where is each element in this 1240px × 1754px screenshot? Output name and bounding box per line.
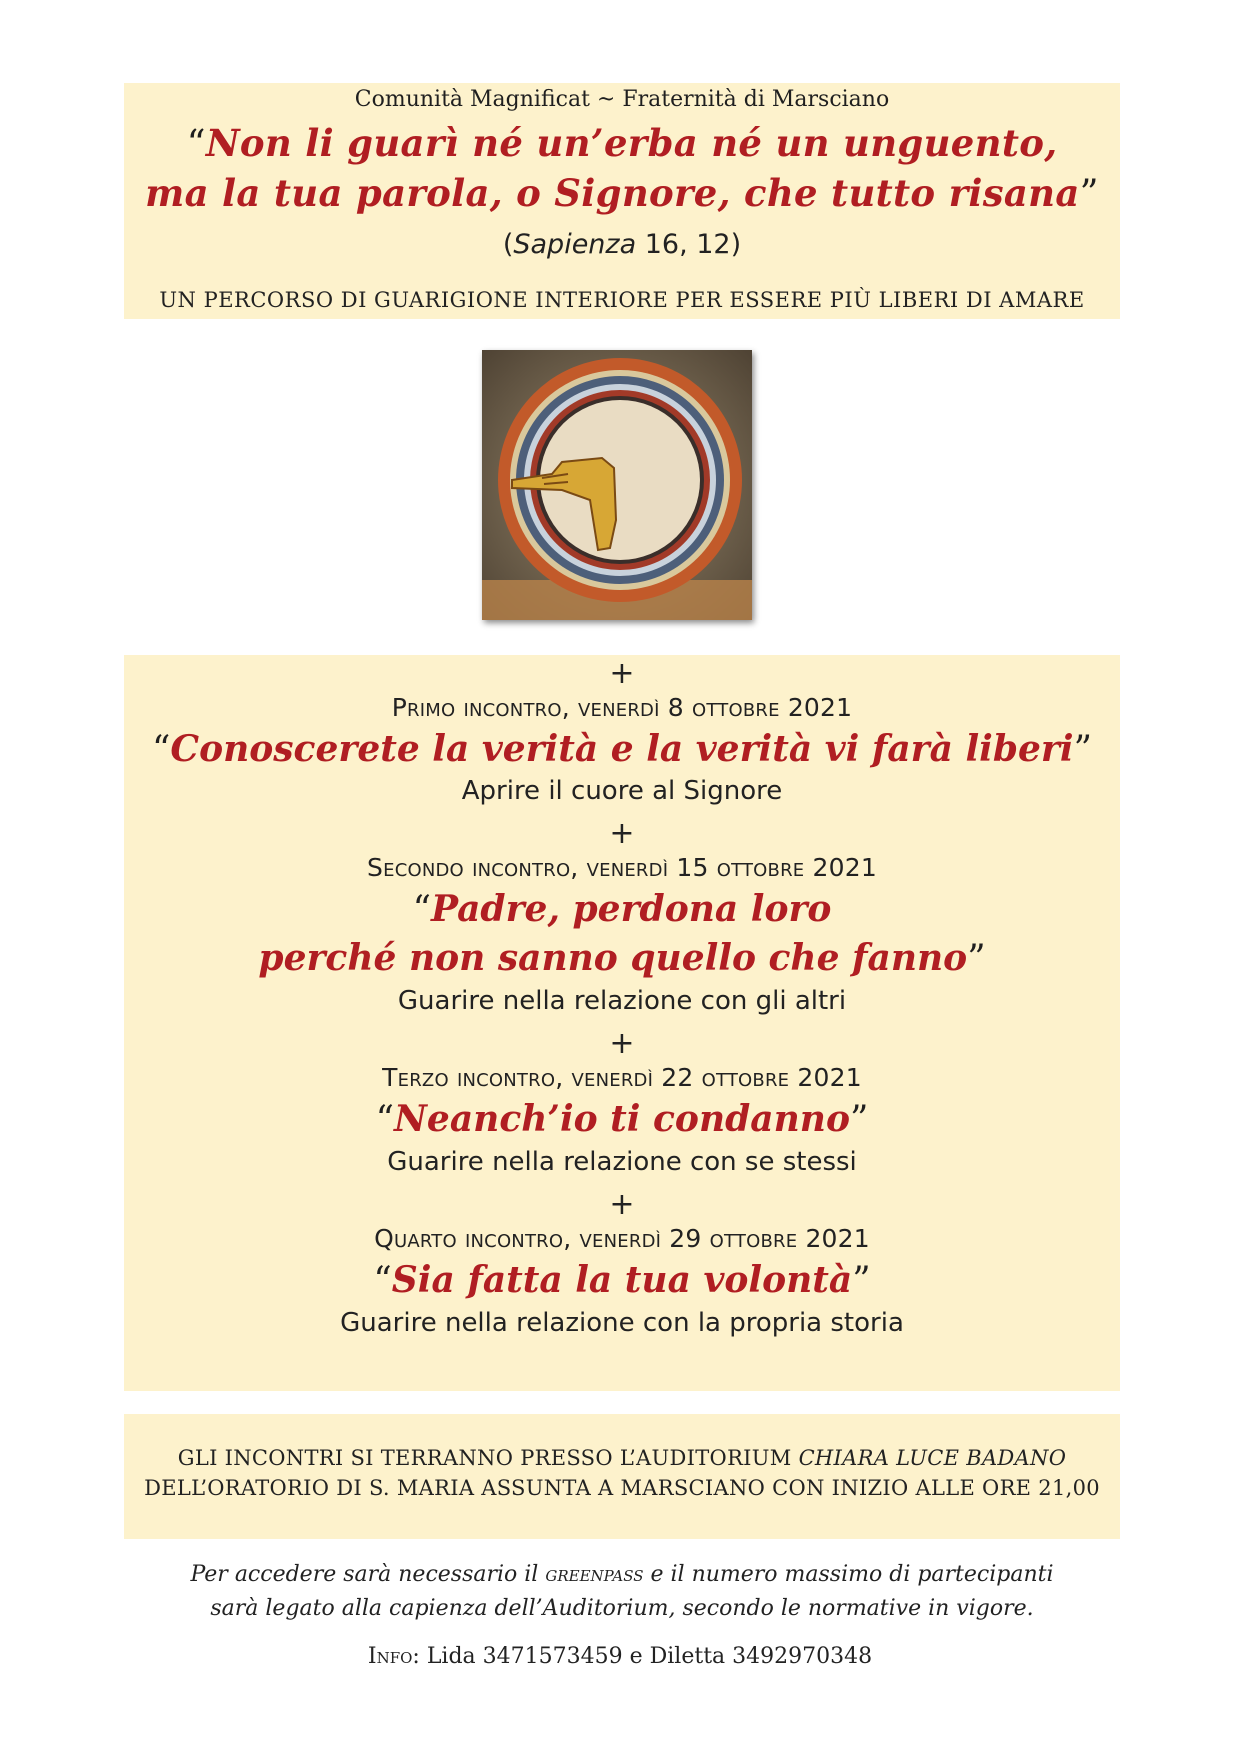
venue-panel: [124, 1414, 1120, 1539]
meeting-1-title: “Conoscerete la verità e la verità vi farà liberi”: [152, 728, 1092, 770]
meeting-4-title: “Sia fatta la tua volontà”: [373, 1259, 871, 1301]
meeting-3-date: Terzo incontro, venerdì 22 ottobre 2021: [382, 1063, 862, 1092]
header-panel: [124, 83, 1120, 319]
meeting-1-date: Primo incontro, venerdì 8 ottobre 2021: [391, 693, 853, 722]
community-name: Comunità Magnificat ~ Fraternità di Marsciano: [354, 87, 890, 112]
main-quote-line-1: “Non li guarì né un’erba né un unguento,: [186, 121, 1058, 165]
meeting-4-description: Guarire nella relazione con la propria storia: [340, 1308, 904, 1338]
meeting-3-title: “Neanch’io ti condanno”: [375, 1098, 869, 1140]
access-note: [124, 1558, 1120, 1626]
venue-line-2: DELL’ORATORIO DI S. MARIA ASSUNTA A MARSCIANO CON INIZIO ALLE ORE 21,00: [144, 1476, 1100, 1500]
contact-info: Info: Lida 3471573459 e Diletta 3492970348: [367, 1644, 873, 1669]
meeting-2-title-line-1: “Padre, perdona loro: [412, 888, 832, 930]
meeting-3-description: Guarire nella relazione con se stessi: [387, 1147, 857, 1177]
cross-separator: +: [609, 656, 635, 691]
meeting-1-description: Aprire il cuore al Signore: [461, 776, 783, 806]
venue-line-1: GLI INCONTRI SI TERRANNO PRESSO L’AUDITORIUM CHIARA LUCE BADANO: [177, 1446, 1067, 1470]
meeting-2-title-line-2: perché non sanno quello che fanno”: [258, 937, 986, 979]
meeting-2-description: Guarire nella relazione con gli altri: [397, 986, 847, 1016]
cross-separator: +: [609, 816, 635, 851]
access-note-line-1: Per accedere sarà necessario il greenpass e il numero massimo di partecipanti: [190, 1562, 1054, 1587]
scripture-reference: (Sapienza 16, 12): [502, 229, 742, 260]
cross-separator: +: [609, 1026, 635, 1061]
meeting-4-date: Quarto incontro, venerdì 29 ottobre 2021: [374, 1224, 870, 1253]
cross-separator: +: [609, 1187, 635, 1222]
meetings-panel: [124, 655, 1120, 1391]
hand-of-god-fresco-image: [482, 350, 752, 620]
main-quote-line-2: ma la tua parola, o Signore, che tutto risana”: [145, 171, 1099, 215]
access-note-line-2: sarà legato alla capienza dell’Auditorium, secondo le normative in vigore.: [210, 1596, 1034, 1621]
meeting-2-date: Secondo incontro, venerdì 15 ottobre 2021: [367, 853, 877, 882]
subtitle: UN PERCORSO DI GUARIGIONE INTERIORE PER ESSERE PIÙ LIBERI DI AMARE: [159, 288, 1085, 312]
